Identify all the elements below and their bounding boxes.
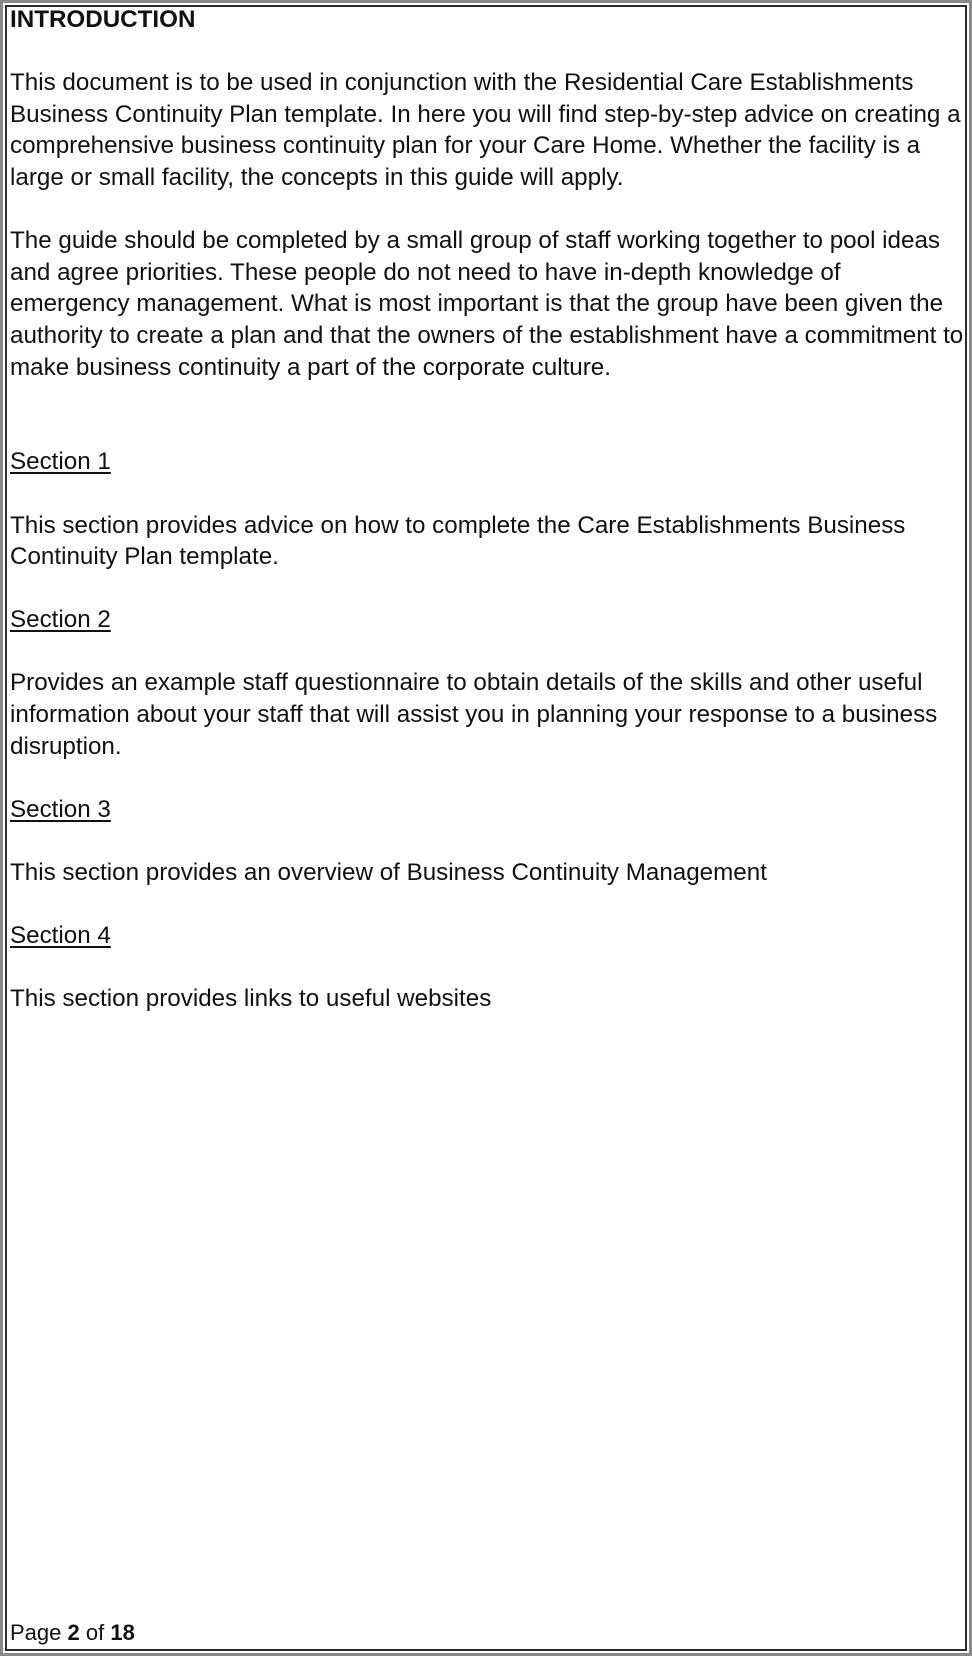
section-4-title: Section 4: [10, 922, 111, 950]
of-label: of: [85, 1620, 105, 1645]
intro-paragraph-1: This document is to be used in conjunction with the Residential Care Establishments Business Continuity Plan template. In here you will find step-by-step advice on creating a comprehensive business continuity plan for your Care Home. Whether the facility is a large or small facility, the concepts in this guide will apply.: [10, 69, 961, 191]
section-2-text: Provides an example staff questionnaire to obtain details of the skills and other useful information about your staff that will assist you in planning your response to a business disruption.: [10, 669, 938, 760]
page-footer: [10, 1619, 135, 1647]
page-label: Page: [10, 1620, 62, 1645]
intro-paragraph-2: The guide should be completed by a small group of staff working together to pool ideas and agree priorities. These people do not need to have in-depth knowledge of emergency management. What is most important is that the group have been given the authority to create a plan and that the owners of the establishment have a commitment to make business continuity a part of the corporate culture.: [10, 227, 964, 381]
section-1-title: Section 1: [10, 448, 111, 476]
page-heading: INTRODUCTION: [10, 6, 196, 33]
section-3-text: This section provides an overview of Business Continuity Management: [10, 859, 767, 887]
section-2-title: Section 2: [10, 606, 111, 634]
section-1-text: This section provides advice on how to complete the Care Establishments Business Continuity Plan template.: [10, 511, 906, 571]
document-page: [10, 4, 965, 1015]
section-4-text: This section provides links to useful websites: [10, 985, 492, 1013]
section-3-title: Section 3: [10, 795, 111, 823]
current-page-number: 2: [67, 1620, 80, 1645]
total-pages-number: 18: [110, 1620, 135, 1645]
